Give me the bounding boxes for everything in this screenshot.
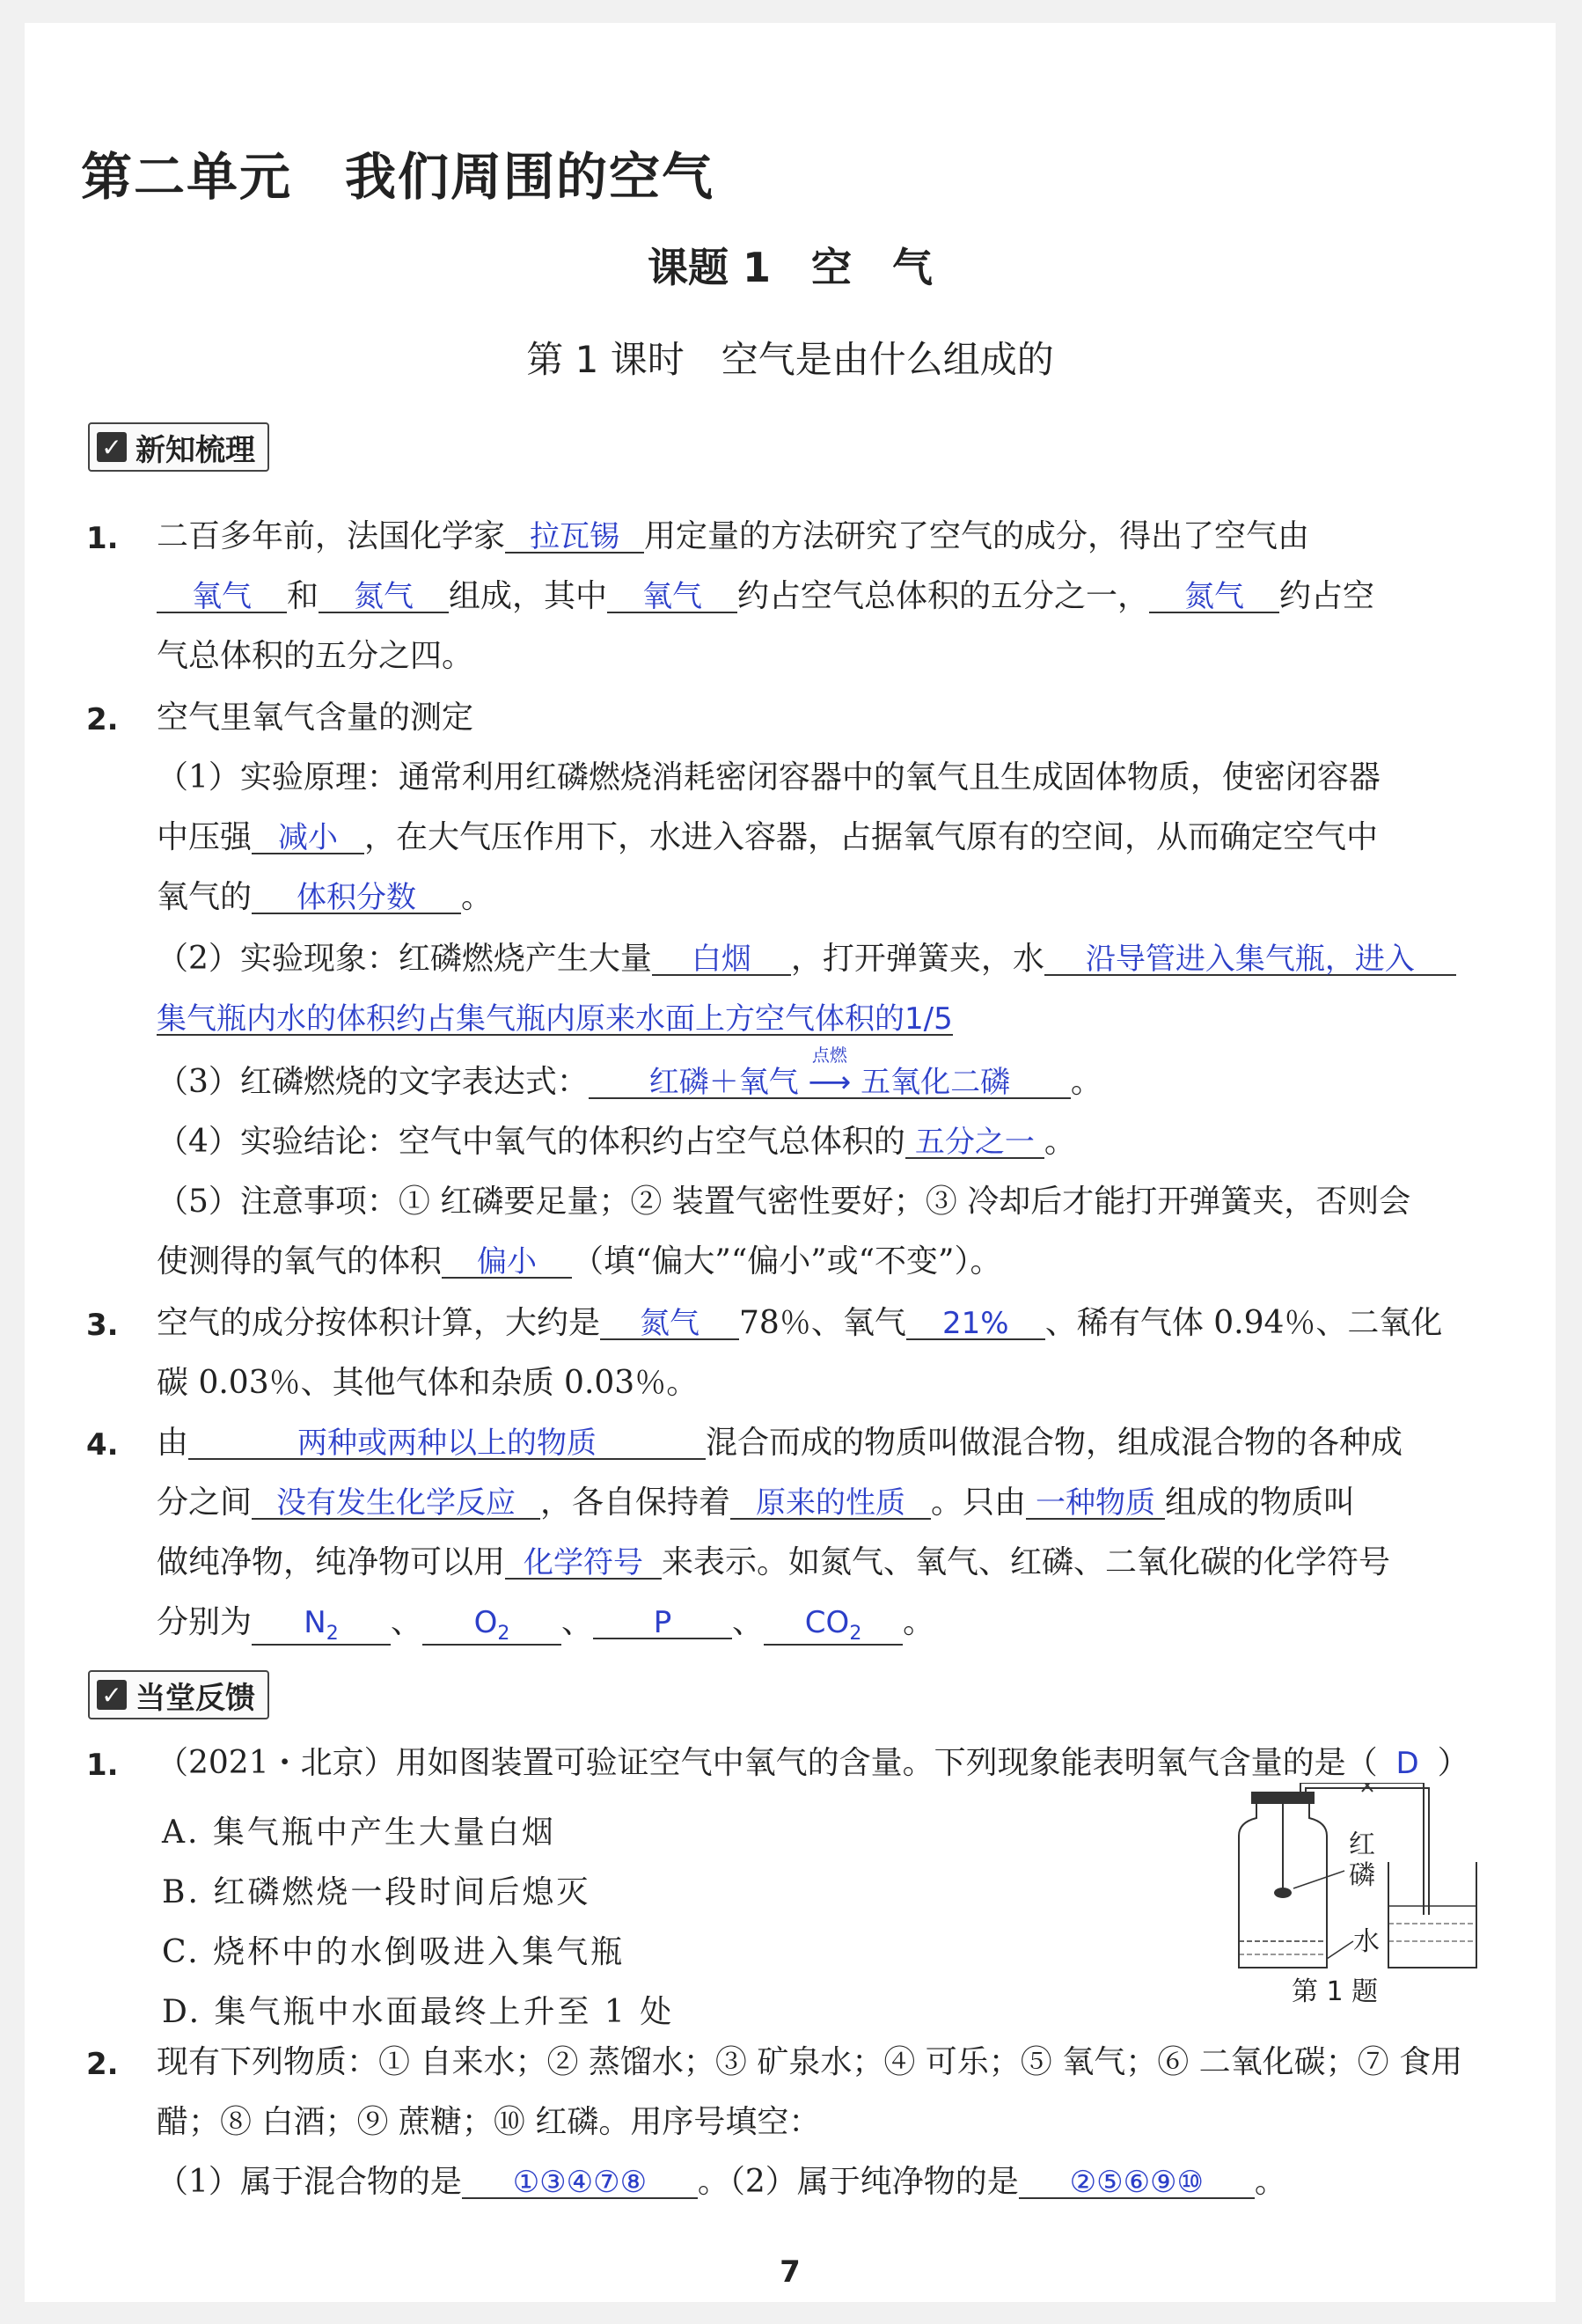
fb1-stem — [157, 1745, 1469, 1781]
answer-blank: 氮气 — [600, 1309, 739, 1340]
text: （2021・北京）用如图装置可验证空气中氧气的含量。下列现象能表明氧气含量的是（ — [157, 1745, 1378, 1781]
fb2-line-2: 醋；⑧ 白酒；⑨ 蔗糖；⑩ 红磷。用序号填空： — [157, 2104, 821, 2140]
answer-blank: 氮气 — [319, 582, 449, 613]
text: ，打开弹簧夹，水 — [790, 941, 1044, 977]
text: 组成，其中 — [449, 578, 608, 614]
text: （2）实验现象：红磷燃烧产生大量 — [157, 941, 652, 977]
text: ） — [1437, 1745, 1469, 1781]
answer-blank-equation — [589, 1045, 1071, 1100]
answer-blank: 五分之一 — [905, 1127, 1044, 1159]
text: 分之间 — [157, 1485, 253, 1521]
text: （填“偏大”“偏小”或“不变”）。 — [572, 1243, 1002, 1279]
lesson-title: 课题 1 空 气 — [647, 244, 934, 291]
answer-blank-o2 — [422, 1605, 561, 1646]
reaction-condition: 点燃 — [811, 1045, 847, 1066]
answer-blank: 减小 — [252, 823, 364, 854]
answer-blank: ②⑤⑥⑨⑩ — [1019, 2167, 1255, 2199]
answer-blank: 两种或两种以上的物质 — [188, 1428, 706, 1460]
text: 和 — [287, 578, 319, 614]
subscript: 2 — [326, 1622, 339, 1645]
question-number: 3. — [86, 1308, 119, 1343]
q2-p5-line-2 — [157, 1243, 1002, 1279]
text: 。（2）属于纯净物的是 — [697, 2164, 1019, 2200]
text: 由 — [157, 1425, 189, 1461]
question-number: 2. — [86, 702, 119, 737]
answer-blank: 21% — [906, 1309, 1045, 1340]
answer-blank: 原来的性质 — [730, 1488, 931, 1520]
fb2-line-3 — [157, 2166, 1286, 2199]
section-title: 当堂反馈 — [135, 1680, 255, 1716]
q2-p2-line-1 — [157, 943, 1456, 976]
text: 。 — [903, 1604, 935, 1640]
text: 二百多年前，法国化学家 — [157, 518, 506, 554]
checkmark-icon: ✓ — [97, 432, 127, 462]
figure-label: 磷 — [1349, 1860, 1375, 1891]
q1-line-2 — [157, 578, 1375, 614]
answer-blank: 一种物质 — [1026, 1488, 1165, 1520]
answer-blank: 没有发生化学反应 — [252, 1488, 540, 1520]
section-header-new-knowledge — [88, 422, 269, 472]
formula: N — [304, 1605, 326, 1640]
text: 78％、氧气 — [739, 1305, 906, 1341]
formula: CO — [804, 1605, 850, 1640]
text: 使测得的氧气的体积 — [157, 1243, 443, 1279]
reactants: 红磷＋氧气 — [648, 1065, 799, 1100]
text: ，在大气压作用下，水进入容器，占据氧气原有的空间，从而确定空气中 — [364, 819, 1379, 855]
text: 混合而成的物质叫做混合物，组成混合物的各种成 — [706, 1425, 1403, 1461]
q4-line-4 — [157, 1604, 935, 1646]
page — [25, 23, 1556, 2302]
answer-choice: D — [1395, 1746, 1419, 1781]
text: （1）属于混合物的是 — [157, 2164, 462, 2200]
q2-title: 空气里氧气含量的测定 — [157, 700, 474, 736]
q2-p2-line-2 — [157, 1003, 953, 1036]
section-header-feedback — [88, 1670, 269, 1719]
q1-line-3: 气总体积的五分之四。 — [157, 638, 474, 674]
q3-line-1 — [157, 1305, 1443, 1341]
apparatus-figure — [1221, 1783, 1503, 1985]
text: 氧气的 — [157, 879, 253, 915]
answer-blank: ①③④⑦⑧ — [462, 2167, 698, 2199]
answer-blank-co2 — [764, 1605, 903, 1646]
q2-p1-line-2 — [157, 819, 1379, 855]
text: 约占空气总体积的五分之一， — [737, 578, 1150, 614]
text: 分别为 — [157, 1604, 253, 1640]
separator: 、 — [391, 1604, 423, 1640]
choice-b: B. 红磷燃烧一段时间后熄灭 — [162, 1874, 591, 1910]
text: 中压强 — [157, 819, 253, 855]
q4-line-2 — [157, 1487, 1355, 1520]
section-title: 新知梳理 — [135, 432, 255, 468]
separator: 、 — [732, 1604, 765, 1640]
subscript: 2 — [497, 1622, 510, 1645]
question-number: 1. — [86, 521, 119, 556]
choice-d: D. 集气瓶中水面最终上升至 1 处 — [162, 1994, 675, 2030]
answer-blank: 集气瓶内水的体积约占集气瓶内原来水面上方空气体积的1/5 — [157, 1001, 953, 1037]
choice-a: A. 集气瓶中产生大量白烟 — [162, 1814, 556, 1851]
q2-p1-line-3 — [157, 879, 494, 915]
product: 五氧化二磷 — [861, 1065, 1011, 1100]
unit-title: 第二单元 我们周围的空气 — [81, 147, 715, 207]
text: （4）实验结论：空气中氧气的体积约占空气总体积的 — [157, 1124, 905, 1160]
answer-blank: 氧气 — [607, 582, 737, 613]
arrow-icon: ⟶ — [808, 1065, 852, 1100]
question-number: 2. — [86, 2047, 119, 2082]
formula: O — [473, 1605, 498, 1640]
checkmark-icon: ✓ — [97, 1680, 127, 1710]
figure-label: 水 — [1353, 1926, 1380, 1957]
answer-blank-p: P — [593, 1608, 732, 1639]
text: 。 — [1254, 2164, 1286, 2200]
figure-caption: 第 1 题 — [1292, 1976, 1379, 2007]
text: 、稀有气体 0.94％、二氧化 — [1044, 1305, 1443, 1341]
answer-blank: 白烟 — [652, 944, 791, 976]
answer-blank: 偏小 — [442, 1247, 572, 1279]
answer-blank: 沿导管进入集气瓶，进入 — [1044, 944, 1456, 976]
text: ，各自保持着 — [540, 1485, 731, 1521]
q2-p5-line-1: （5）注意事项：① 红磷要足量；② 装置气密性要好；③ 冷却后才能打开弹簧夹，否则会 — [157, 1184, 1411, 1220]
answer-blank: 化学符号 — [505, 1548, 662, 1580]
answer-blank: 体积分数 — [252, 883, 461, 914]
text: （3）红磷燃烧的文字表达式： — [157, 1064, 589, 1100]
text: 约占空 — [1279, 578, 1375, 614]
text: 。 — [1070, 1064, 1102, 1100]
q2-p3 — [157, 1045, 1102, 1100]
q3-line-2: 碳 0.03％、其他气体和杂质 0.03％。 — [157, 1365, 699, 1401]
subscript: 2 — [849, 1622, 862, 1645]
text: 做纯净物，纯净物可以用 — [157, 1544, 506, 1580]
text: 。只由 — [931, 1485, 1027, 1521]
period-title: 第 1 课时 空气是由什么组成的 — [526, 338, 1054, 381]
q4-line-1 — [157, 1427, 1403, 1460]
answer-blank-n2 — [252, 1605, 391, 1646]
text: 用定量的方法研究了空气的成分，得出了空气由 — [644, 518, 1310, 554]
q2-p1-line-1: （1）实验原理：通常利用红磷燃烧消耗密闭容器中的氧气且生成固体物质，使密闭容器 — [157, 759, 1381, 795]
answer-blank: 氧气 — [157, 582, 287, 613]
reaction-arrow — [808, 1045, 852, 1100]
fb2-line-1: 现有下列物质：① 自来水；② 蒸馏水；③ 矿泉水；④ 可乐；⑤ 氧气；⑥ 二氧化碳；⑦ 食用 — [157, 2044, 1463, 2080]
text: 。 — [1044, 1124, 1076, 1160]
text: 空气的成分按体积计算，大约是 — [157, 1305, 601, 1341]
q4-line-3 — [157, 1544, 1391, 1580]
choice-c: C. 烧杯中的水倒吸进入集气瓶 — [162, 1934, 626, 1970]
question-number: 1. — [86, 1748, 119, 1783]
answer-blank: 拉瓦锡 — [505, 522, 644, 554]
separator: 、 — [561, 1604, 594, 1640]
page-number: 7 — [780, 2254, 801, 2290]
answer-blank: 氮气 — [1149, 582, 1279, 613]
q2-p4 — [157, 1126, 1076, 1159]
text: 组成的物质叫 — [1165, 1485, 1356, 1521]
q1-line-1 — [157, 518, 1310, 554]
text: 来表示。如氮气、氧气、红磷、二氧化碳的化学符号 — [662, 1544, 1391, 1580]
figure-label: 红 — [1349, 1829, 1375, 1860]
question-number: 4. — [86, 1427, 119, 1463]
text: 。 — [461, 879, 494, 915]
